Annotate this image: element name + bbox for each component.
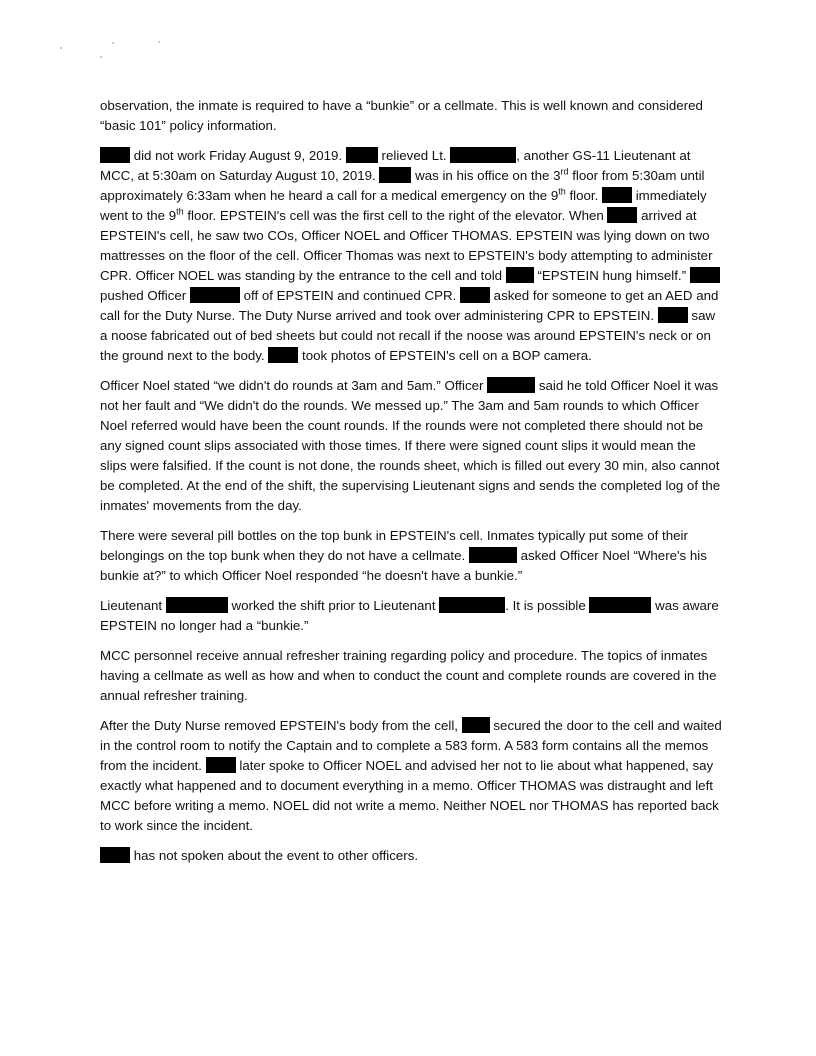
paragraph-text: asked Officer Noel “Where's his bunkie at?” to which Officer Noel responded “he doesn't have a bunkie.”	[100, 548, 707, 583]
paragraph-text: was in his office on the 3	[415, 168, 561, 183]
paragraph-text: floor from 5:30am until approximately 6:33am when he heard a call for a medical emergency on the 9	[100, 168, 705, 203]
redaction-block	[462, 717, 490, 733]
redaction-block	[100, 147, 130, 163]
paragraph-text: off of EPSTEIN and continued CPR.	[243, 288, 460, 303]
paragraph-text: Lieutenant	[100, 598, 166, 613]
paragraph-text: MCC personnel receive annual refresher training regarding policy and procedure. The topics of inmates having a cellmate as well as how and when to conduct the count and complete rounds are covered in the annual refresher training.	[100, 648, 717, 703]
paragraph-text: , another GS-11 Lieutenant at MCC, at 5:30am on Saturday August 10, 2019.	[100, 148, 691, 183]
redaction-block	[589, 597, 651, 613]
redaction-block	[190, 287, 240, 303]
paragraph-8	[100, 846, 725, 866]
paragraph-text: secured the door to the cell and waited in the control room to notify the Captain and to complete a 583 form. A 583 form contains all the memos from the incident.	[100, 718, 722, 773]
paragraph-text: worked the shift prior to Lieutenant	[231, 598, 440, 613]
redaction-block	[506, 267, 534, 283]
paragraph-text: took photos of EPSTEIN's cell on a BOP camera.	[302, 348, 592, 363]
paragraph-4	[100, 526, 725, 586]
redaction-block	[469, 547, 517, 563]
paragraph-7	[100, 716, 725, 836]
scan-speck	[112, 42, 114, 44]
superscript: th	[176, 206, 184, 217]
paragraph-text: has not spoken about the event to other officers.	[133, 848, 419, 863]
redaction-block	[602, 187, 632, 203]
paragraph-text: was aware EPSTEIN no longer had a “bunkie.”	[100, 598, 719, 633]
redaction-block	[690, 267, 720, 283]
paragraph-text: “EPSTEIN hung himself.”	[537, 268, 690, 283]
superscript: rd	[560, 166, 569, 177]
redaction-block	[487, 377, 535, 393]
redaction-block	[460, 287, 490, 303]
redaction-block	[450, 147, 516, 163]
redaction-block	[607, 207, 637, 223]
redaction-block	[379, 167, 411, 183]
redaction-block	[100, 847, 130, 863]
paragraph-text: said he told Officer Noel it was not her fault and “We didn't do the rounds. We messed up.” The 3am and 5am rounds to which Officer Noel referred would have been the count rounds. If the rounds were not completed there should not be any signed count slips associated with those times. If there were signed count slips it would mean the slips were falsified. If the count is not done, the rounds sheet, which is filled out every 30 min, also cannot be completed. At the end of the shift, the supervising Lieutenant signs and sends the completed log of the inmates' movements from the day.	[100, 378, 721, 513]
paragraph-text: pushed Officer	[100, 288, 190, 303]
paragraph-6	[100, 646, 725, 706]
superscript: th	[558, 186, 566, 197]
redaction-block	[346, 147, 378, 163]
paragraph-text: After the Duty Nurse removed EPSTEIN's body from the cell,	[100, 718, 462, 733]
redaction-block	[206, 757, 236, 773]
paragraph-text: Officer Noel stated “we didn't do rounds at 3am and 5am.” Officer	[100, 378, 488, 393]
paragraph-text: saw a noose fabricated out of bed sheets but could not recall if the noose was around EPSTEIN's neck or on the ground next to the body.	[100, 308, 716, 363]
paragraph-text: relieved Lt.	[381, 148, 451, 163]
paragraph-text: immediately went to the 9	[100, 188, 707, 223]
scan-speck	[158, 41, 160, 43]
redaction-block	[268, 347, 298, 363]
redaction-block	[439, 597, 505, 613]
paragraph-1	[100, 96, 725, 136]
redaction-block	[166, 597, 228, 613]
paragraph-text: asked for someone to get an AED and call for the Duty Nurse. The Duty Nurse arrived and took over administering CPR to EPSTEIN.	[100, 288, 719, 323]
paragraph-text: . It is possible	[505, 598, 590, 613]
redaction-block	[658, 307, 688, 323]
paragraph-text: floor.	[565, 188, 602, 203]
document-page	[100, 96, 725, 876]
scan-speck	[100, 56, 102, 58]
scan-speck	[60, 47, 62, 49]
paragraph-3	[100, 376, 725, 516]
paragraph-2	[100, 146, 725, 366]
paragraph-text: later spoke to Officer NOEL and advised her not to lie about what happened, say exactly what happened and to document everything in a memo. Officer THOMAS was distraught and left MCC before writing a memo. NOEL did not write a memo. Neither NOEL nor THOMAS has reported back to work since the incident.	[100, 758, 719, 833]
paragraph-5	[100, 596, 725, 636]
paragraph-text: arrived at EPSTEIN's cell, he saw two COs, Officer NOEL and Officer THOMAS. EPSTEIN was lying down on two mattresses on the floor of the cell. Officer Thomas was next to EPSTEIN's body attempting to administer CPR. Officer NOEL was standing by the entrance to the cell and told	[100, 208, 713, 283]
paragraph-text: observation, the inmate is required to have a “bunkie” or a cellmate. This is well known and considered “basic 101” policy information.	[100, 98, 703, 133]
paragraph-text: did not work Friday August 9, 2019.	[133, 148, 346, 163]
paragraph-text: floor. EPSTEIN's cell was the first cell to the right of the elevator. When	[183, 208, 608, 223]
paragraph-text: There were several pill bottles on the top bunk in EPSTEIN's cell. Inmates typically put some of their belongings on the top bunk when they do not have a cellmate.	[100, 528, 688, 563]
